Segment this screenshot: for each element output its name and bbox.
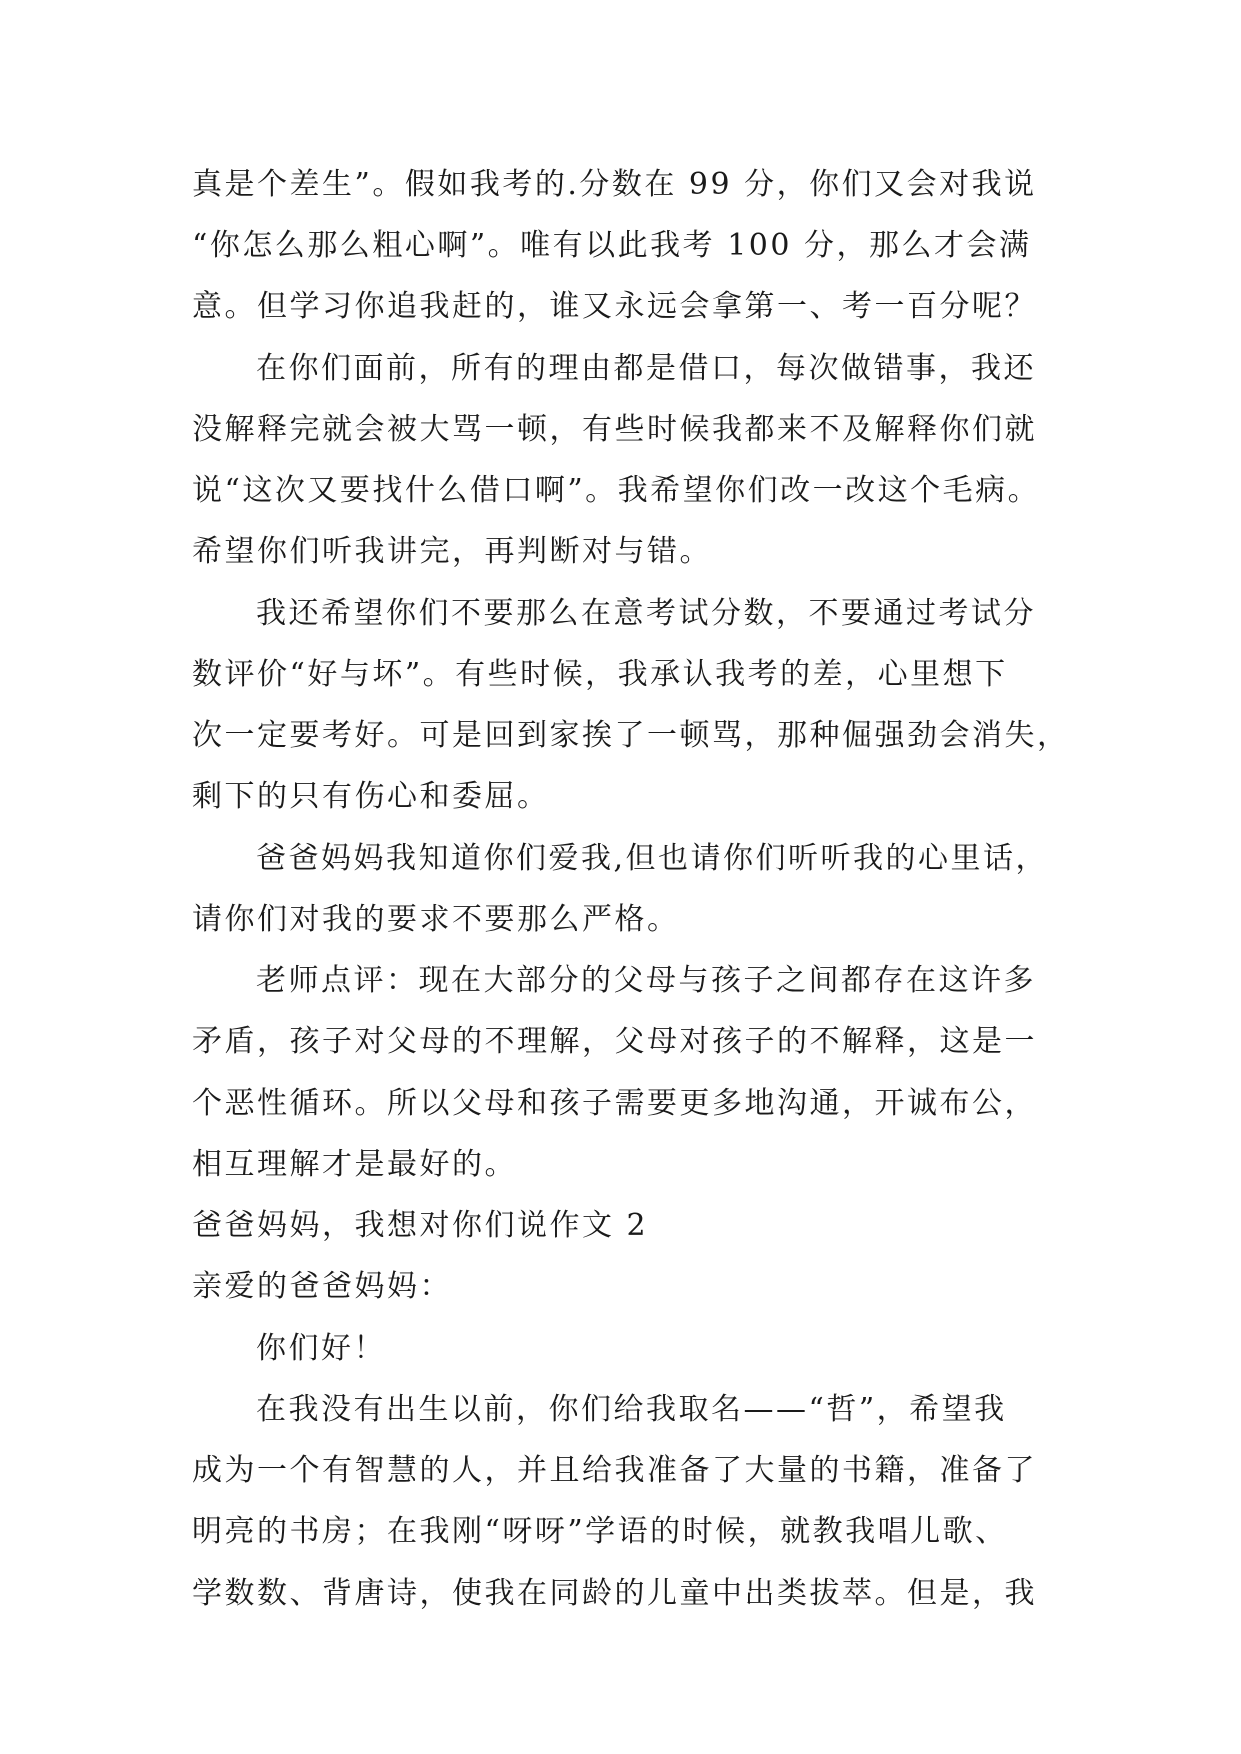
text-line: 希望你们听我讲完，再判断对与错。 bbox=[192, 534, 712, 569]
text-line: 个恶性循环。所以父母和孩子需要更多地沟通，开诚布公， bbox=[192, 1086, 1037, 1121]
text-line: 请你们对我的要求不要那么严格。 bbox=[192, 902, 680, 937]
text-line: 剩下的只有伤心和委屈。 bbox=[192, 779, 550, 814]
text-line: 在我没有出生以前，你们给我取名——“哲”，希望我 bbox=[256, 1392, 1007, 1427]
text-line: 老师点评：现在大部分的父母与孩子之间都存在这许多 bbox=[256, 963, 1036, 998]
text-line: 成为一个有智慧的人，并且给我准备了大量的书籍，准备了 bbox=[192, 1453, 1037, 1488]
text-line: 爸爸妈妈我知道你们爱我,但也请你们听听我的心里话， bbox=[256, 841, 1049, 876]
text-line: “你怎么那么粗心啊”。唯有以此我考 100 分，那么才会满 bbox=[192, 228, 1032, 263]
text-line: 意。但学习你追我赶的，谁又永远会拿第一、考一百分呢？ bbox=[192, 289, 1037, 324]
text-line: 在你们面前，所有的理由都是借口，每次做错事，我还 bbox=[256, 351, 1036, 386]
greeting: 你们好！ bbox=[256, 1331, 386, 1366]
text-line: 说“这次又要找什么借口啊”。我希望你们改一改这个毛病。 bbox=[192, 473, 1041, 508]
text-line: 学数数、背唐诗，使我在同龄的儿童中出类拔萃。但是，我 bbox=[192, 1576, 1037, 1611]
text-line: 矛盾，孩子对父母的不理解，父母对孩子的不解释，这是一 bbox=[192, 1024, 1037, 1059]
text-line: 数评价“好与坏”。有些时候，我承认我考的差，心里想下 bbox=[192, 657, 1008, 692]
text-line: 相互理解才是最好的。 bbox=[192, 1147, 517, 1182]
text-line: 次一定要考好。可是回到家挨了一顿骂，那种倔强劲会消失， bbox=[192, 718, 1070, 753]
text-line: 真是个差生”。假如我考的.分数在 99 分，你们又会对我说 bbox=[192, 167, 1037, 202]
section-heading: 爸爸妈妈，我想对你们说作文 2 bbox=[192, 1208, 649, 1243]
text-line: 没解释完就会被大骂一顿，有些时候我都来不及解释你们就 bbox=[192, 412, 1037, 447]
text-line: 明亮的书房；在我刚“呀呀”学语的时候，就教我唱儿歌、 bbox=[192, 1514, 1008, 1549]
text-line: 我还希望你们不要那么在意考试分数，不要通过考试分 bbox=[256, 596, 1036, 631]
salutation: 亲爱的爸爸妈妈： bbox=[192, 1269, 452, 1304]
